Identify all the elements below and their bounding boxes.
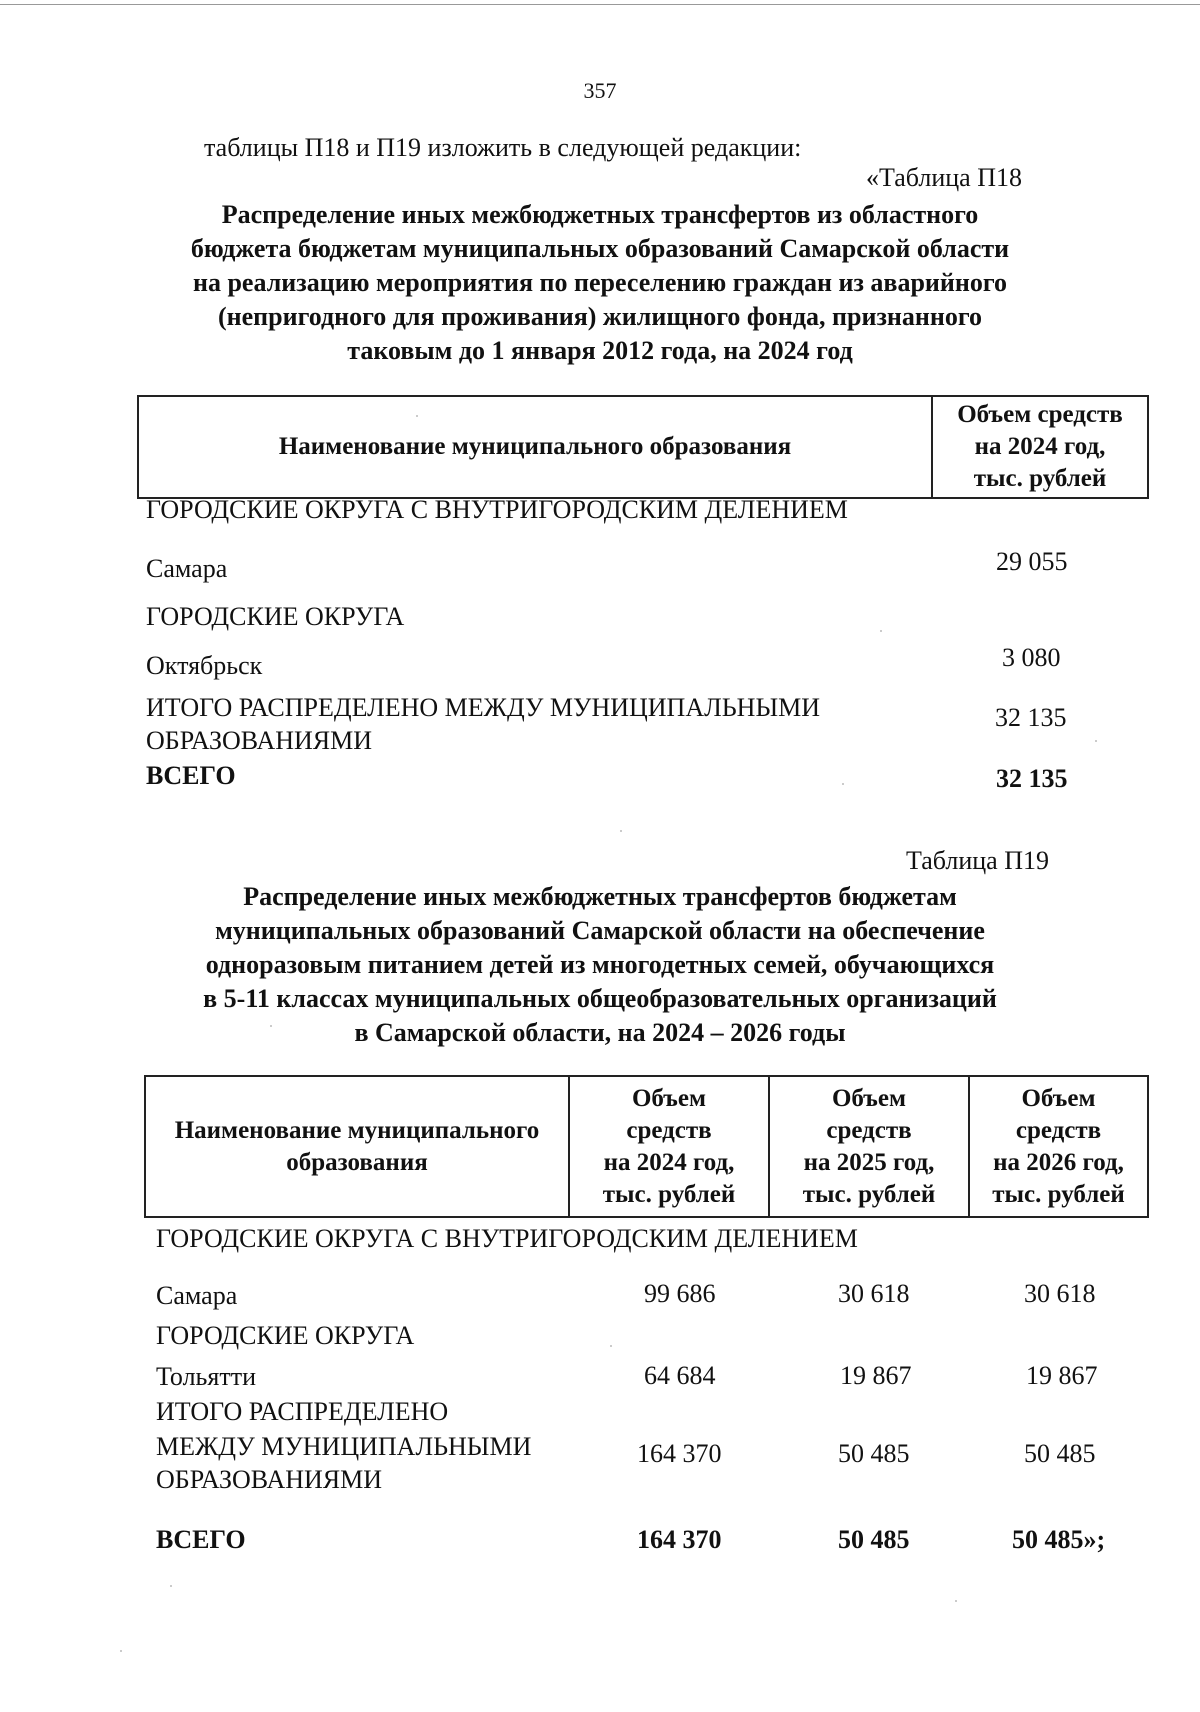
header-line: на 2026 год,: [993, 1148, 1124, 1176]
table-p18-title: [120, 198, 1080, 368]
header-line: Объем: [631, 1084, 707, 1112]
col-header-2026: [969, 1076, 1148, 1217]
title-line: бюджета бюджетам муниципальных образований Самарской области: [190, 234, 1010, 263]
col-header-2024: [932, 396, 1148, 498]
table-p19-caption: Таблица П19: [906, 846, 1049, 875]
title-line: таковым до 1 января 2012 года, на 2024 год: [347, 336, 853, 365]
header-line: на 2025 год,: [803, 1148, 935, 1176]
row-name: Октябрьск: [146, 651, 263, 680]
header-line: на 2024 год,: [603, 1148, 735, 1176]
header-line: Объем средств: [957, 401, 1123, 428]
header-line: тыс. рублей: [973, 465, 1107, 492]
header-line: средств: [826, 1116, 912, 1144]
header-line: Объем: [1021, 1084, 1096, 1112]
title-line: Распределение иных межбюджетных трансфертов из областного: [221, 200, 979, 229]
header-line: тыс. рублей: [802, 1180, 936, 1208]
col-header-2025: [769, 1076, 969, 1217]
header-line: Объем: [831, 1084, 907, 1112]
grand-total-value: 32 135: [996, 764, 1068, 793]
scan-speck: [880, 630, 882, 632]
total-distributed-label: ОБРАЗОВАНИЯМИ: [146, 726, 373, 755]
total-distributed-label: МЕЖДУ МУНИЦИПАЛЬНЫМИ: [156, 1432, 532, 1461]
scan-speck: [842, 783, 844, 785]
grand-total-2024: 164 370: [637, 1525, 722, 1554]
header-line: средств: [626, 1116, 712, 1144]
total-value-2026: 50 485: [1024, 1439, 1096, 1468]
row-value-2025: 30 618: [838, 1279, 910, 1308]
header-line: тыс. рублей: [602, 1180, 736, 1208]
header-line: на 2024 год,: [974, 433, 1106, 460]
row-value-2026: 30 618: [1024, 1279, 1096, 1308]
row-value-2024: 99 686: [644, 1279, 716, 1308]
row-value: 3 080: [1002, 643, 1061, 672]
total-distributed-label: ИТОГО РАСПРЕДЕЛЕНО МЕЖДУ МУНИЦИПАЛЬНЫМИ: [146, 693, 821, 722]
title-line: на реализацию мероприятия по переселению граждан из аварийного: [192, 268, 1008, 297]
header-line: Наименование муниципального: [174, 1116, 540, 1144]
scan-speck: [620, 830, 622, 832]
table-p19-header: [144, 1075, 1149, 1218]
col-header-name: Наименование муниципального образования: [138, 396, 932, 498]
row-value-2024: 64 684: [644, 1361, 716, 1390]
grand-total-label: ВСЕГО: [156, 1525, 246, 1554]
total-value-2025: 50 485: [838, 1439, 910, 1468]
row-value-2026: 19 867: [1026, 1361, 1098, 1390]
table-p18-header: [137, 395, 1149, 499]
scan-speck: [955, 1600, 957, 1602]
total-distributed-label: ОБРАЗОВАНИЯМИ: [156, 1465, 383, 1494]
title-line: (непригодного для проживания) жилищного фонда, признанного: [217, 302, 983, 331]
total-distributed-label: ИТОГО РАСПРЕДЕЛЕНО: [156, 1397, 449, 1426]
row-name: Тольятти: [156, 1362, 257, 1391]
header-line: образования: [286, 1148, 428, 1176]
row-name: Самара: [156, 1281, 238, 1310]
group-label: ГОРОДСКИЕ ОКРУГА С ВНУТРИГОРОДСКИМ ДЕЛЕНИЕМ: [156, 1224, 858, 1253]
grand-total-2026: 50 485»;: [1012, 1525, 1106, 1554]
scan-speck: [170, 1585, 172, 1587]
scan-speck: [120, 1650, 122, 1652]
title-line: Распределение иных межбюджетных трансфертов бюджетам: [243, 882, 957, 911]
row-name: Самара: [146, 554, 228, 583]
group-label: ГОРОДСКИЕ ОКРУГА: [146, 602, 405, 631]
header-line: тыс. рублей: [992, 1180, 1125, 1208]
row-value-2025: 19 867: [840, 1361, 912, 1390]
scan-speck: [610, 1345, 612, 1347]
group-label: ГОРОДСКИЕ ОКРУГА: [156, 1321, 415, 1350]
title-line: одноразовым питанием детей из многодетных семей, обучающихся: [205, 950, 995, 979]
scan-speck: [270, 1025, 272, 1027]
grand-total-label: ВСЕГО: [146, 761, 236, 790]
title-line: в Самарской области, на 2024 – 2026 годы: [354, 1018, 846, 1047]
title-line: в 5-11 классах муниципальных общеобразовательных организаций: [203, 984, 997, 1013]
table-p18-caption: «Таблица П18: [866, 163, 1022, 192]
table-p19-title: [120, 880, 1080, 1050]
scan-top-edge: [0, 4, 1200, 5]
total-distributed-value: 32 135: [995, 703, 1067, 732]
col-header-2024: [569, 1076, 769, 1217]
scan-speck: [416, 415, 418, 417]
title-line: муниципальных образований Самарской области на обеспечение: [215, 916, 985, 945]
total-value-2024: 164 370: [637, 1439, 722, 1468]
grand-total-2025: 50 485: [838, 1525, 910, 1554]
page-number: 357: [583, 78, 617, 103]
row-value: 29 055: [996, 547, 1068, 576]
header-line: средств: [1015, 1116, 1102, 1144]
col-header-name: [145, 1076, 569, 1217]
scan-speck: [1095, 740, 1097, 742]
group-label: ГОРОДСКИЕ ОКРУГА С ВНУТРИГОРОДСКИМ ДЕЛЕНИЕМ: [146, 495, 848, 524]
intro-text: таблицы П18 и П19 изложить в следующей редакции:: [204, 133, 802, 162]
